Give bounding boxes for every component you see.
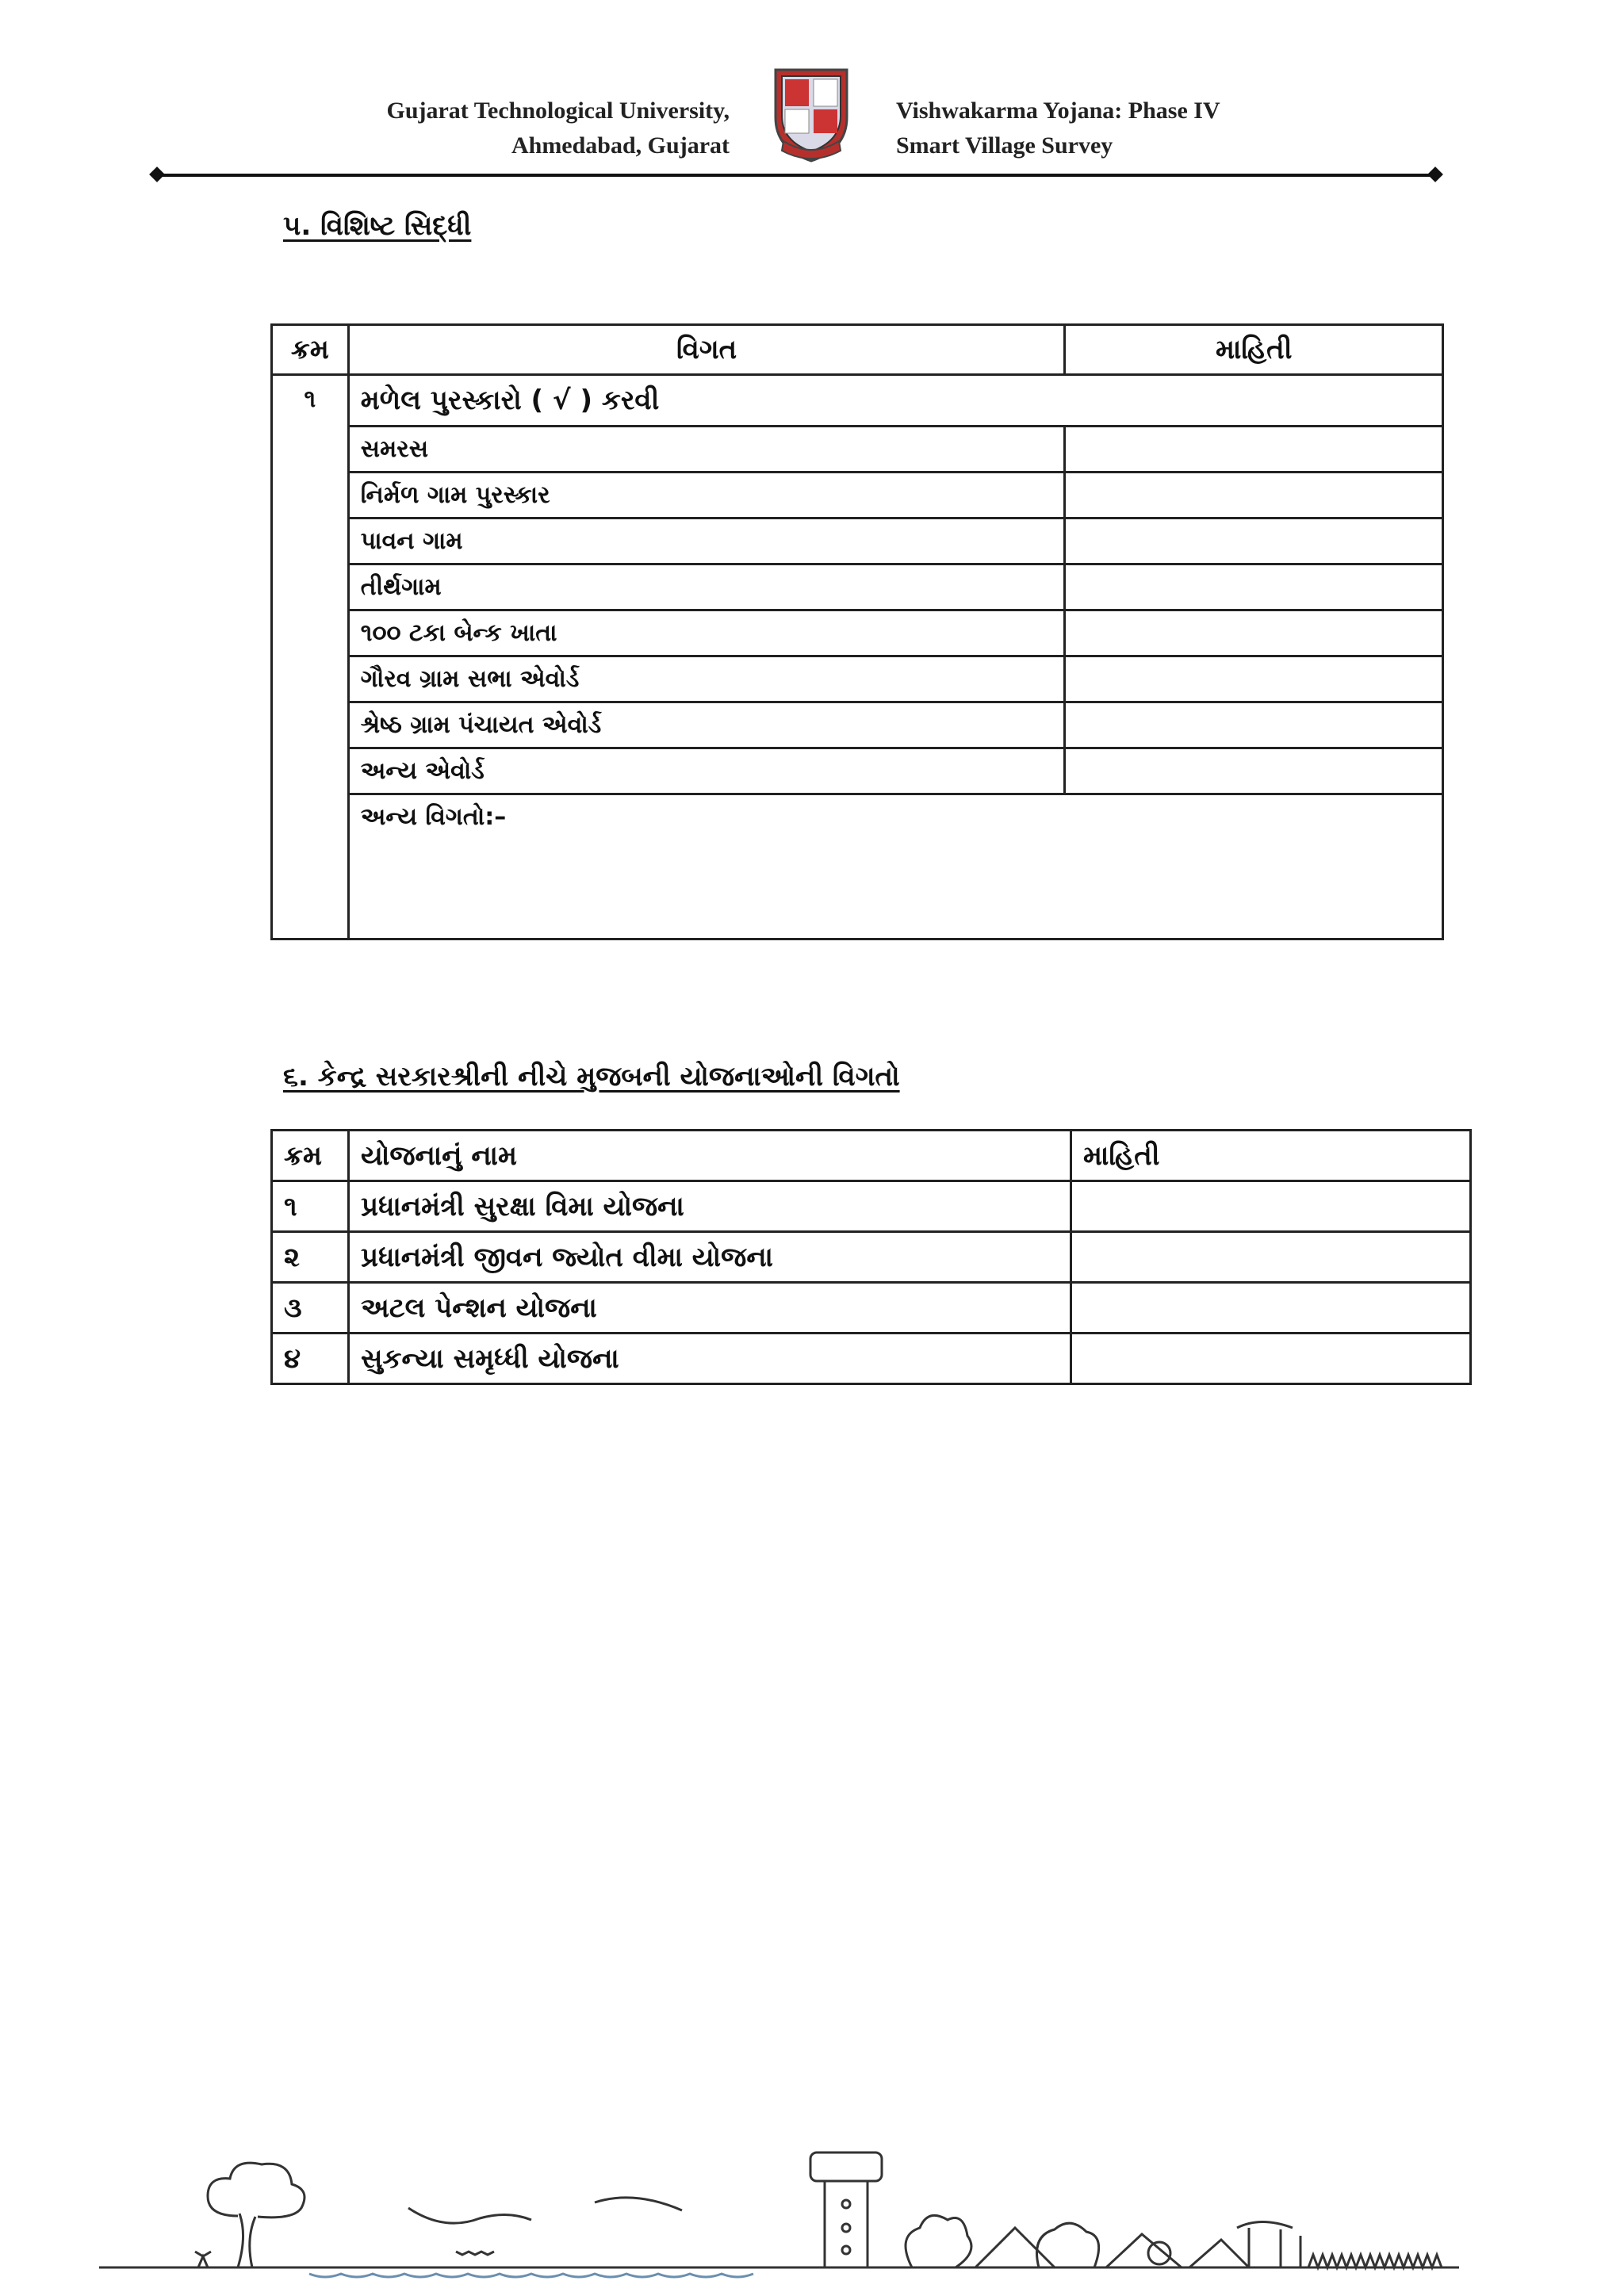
divider-left-diamond [149, 166, 165, 182]
award-info-cell[interactable] [1065, 610, 1443, 656]
award-info-cell[interactable] [1065, 564, 1443, 610]
scheme-sno: ૩ [272, 1283, 349, 1334]
award-info-cell[interactable] [1065, 748, 1443, 794]
scheme-info-cell[interactable] [1071, 1334, 1471, 1384]
table-row [272, 427, 1443, 473]
header-divider [155, 174, 1437, 177]
scheme-info-cell[interactable] [1071, 1283, 1471, 1334]
award-info-cell[interactable] [1065, 519, 1443, 564]
section6-title: ૬. કેન્દ્ર સરકારશ્રીની નીચે મુજબની યોજનાઓની વિગતો [283, 1061, 900, 1093]
scheme-info-cell[interactable] [1071, 1181, 1471, 1232]
header-university-name: Gujarat Technological University, [386, 98, 730, 124]
achievements-table [270, 323, 1444, 940]
scheme-name: પ્રધાનમંત્રી સુરક્ષા વિમા યોજના [349, 1181, 1071, 1232]
table-row [272, 1232, 1471, 1283]
award-info-cell[interactable] [1065, 702, 1443, 748]
header-program-name: Vishwakarma Yojana: Phase IV [896, 98, 1220, 124]
table-row [272, 375, 1443, 427]
award-item: પાવન ગામ [348, 519, 1065, 564]
header-university-city: Ahmedabad, Gujarat [511, 132, 730, 159]
award-item: અન્ય એવોર્ડ [348, 748, 1065, 794]
table-row [272, 1283, 1471, 1334]
section5-title: ૫. વિશિષ્ટ સિદ્ધી [283, 210, 472, 242]
other-details-cell[interactable] [348, 794, 1442, 939]
other-details-label: અન્ય વિગતો:– [360, 803, 507, 831]
award-item: નિર્મળ ગામ પુરસ્કાર [348, 473, 1065, 519]
scheme-sno: ૧ [272, 1181, 349, 1232]
scheme-name: સુકન્યા સમૃધ્ધી યોજના [349, 1334, 1071, 1384]
scheme-name: અટલ પેન્શન યોજના [349, 1283, 1071, 1334]
header-info: માહિતી [1071, 1131, 1471, 1181]
table-row [272, 610, 1443, 656]
header-detail: વિગત [348, 325, 1065, 375]
divider-right-diamond [1427, 166, 1443, 182]
award-item: સમરસ [348, 427, 1065, 473]
table-row [272, 794, 1443, 939]
table-row [272, 1181, 1471, 1232]
awards-title-cell: મળેલ પુરસ્કારો ( √ ) કરવી [348, 375, 1442, 427]
award-info-cell[interactable] [1065, 473, 1443, 519]
table-header-row [272, 325, 1443, 375]
header-info: માહિતી [1065, 325, 1443, 375]
row-sno: ૧ [272, 375, 349, 939]
award-item: ૧૦૦ ટકા બેન્ક ખાતા [348, 610, 1065, 656]
table-row [272, 1334, 1471, 1384]
header-program [896, 94, 1451, 163]
award-item: શ્રેષ્ઠ ગ્રામ પંચાયત એવોર્ડ [348, 702, 1065, 748]
header-sno: ક્રમ [272, 325, 349, 375]
award-item: ગૌરવ ગ્રામ સભા એવોર્ડ [348, 656, 1065, 702]
table-row [272, 473, 1443, 519]
header-sno: ક્રમ [272, 1131, 349, 1181]
table-row [272, 519, 1443, 564]
scheme-sno: ૨ [272, 1232, 349, 1283]
header-scheme-name: યોજનાનું નામ [349, 1131, 1071, 1181]
award-item: તીર્થગામ [348, 564, 1065, 610]
award-info-cell[interactable] [1065, 427, 1443, 473]
scheme-sno: ૪ [272, 1334, 349, 1384]
header-survey-name: Smart Village Survey [896, 132, 1113, 159]
village-landscape-illustration [0, 2141, 1624, 2296]
award-info-cell[interactable] [1065, 656, 1443, 702]
university-crest-icon [768, 62, 855, 165]
scheme-info-cell[interactable] [1071, 1232, 1471, 1283]
header-university [238, 94, 730, 163]
table-row [272, 702, 1443, 748]
table-row [272, 656, 1443, 702]
table-header-row [272, 1131, 1471, 1181]
schemes-table [270, 1129, 1472, 1385]
scheme-name: પ્રધાનમંત્રી જીવન જ્યોત વીમા યોજના [349, 1232, 1071, 1283]
table-row [272, 564, 1443, 610]
table-row [272, 748, 1443, 794]
